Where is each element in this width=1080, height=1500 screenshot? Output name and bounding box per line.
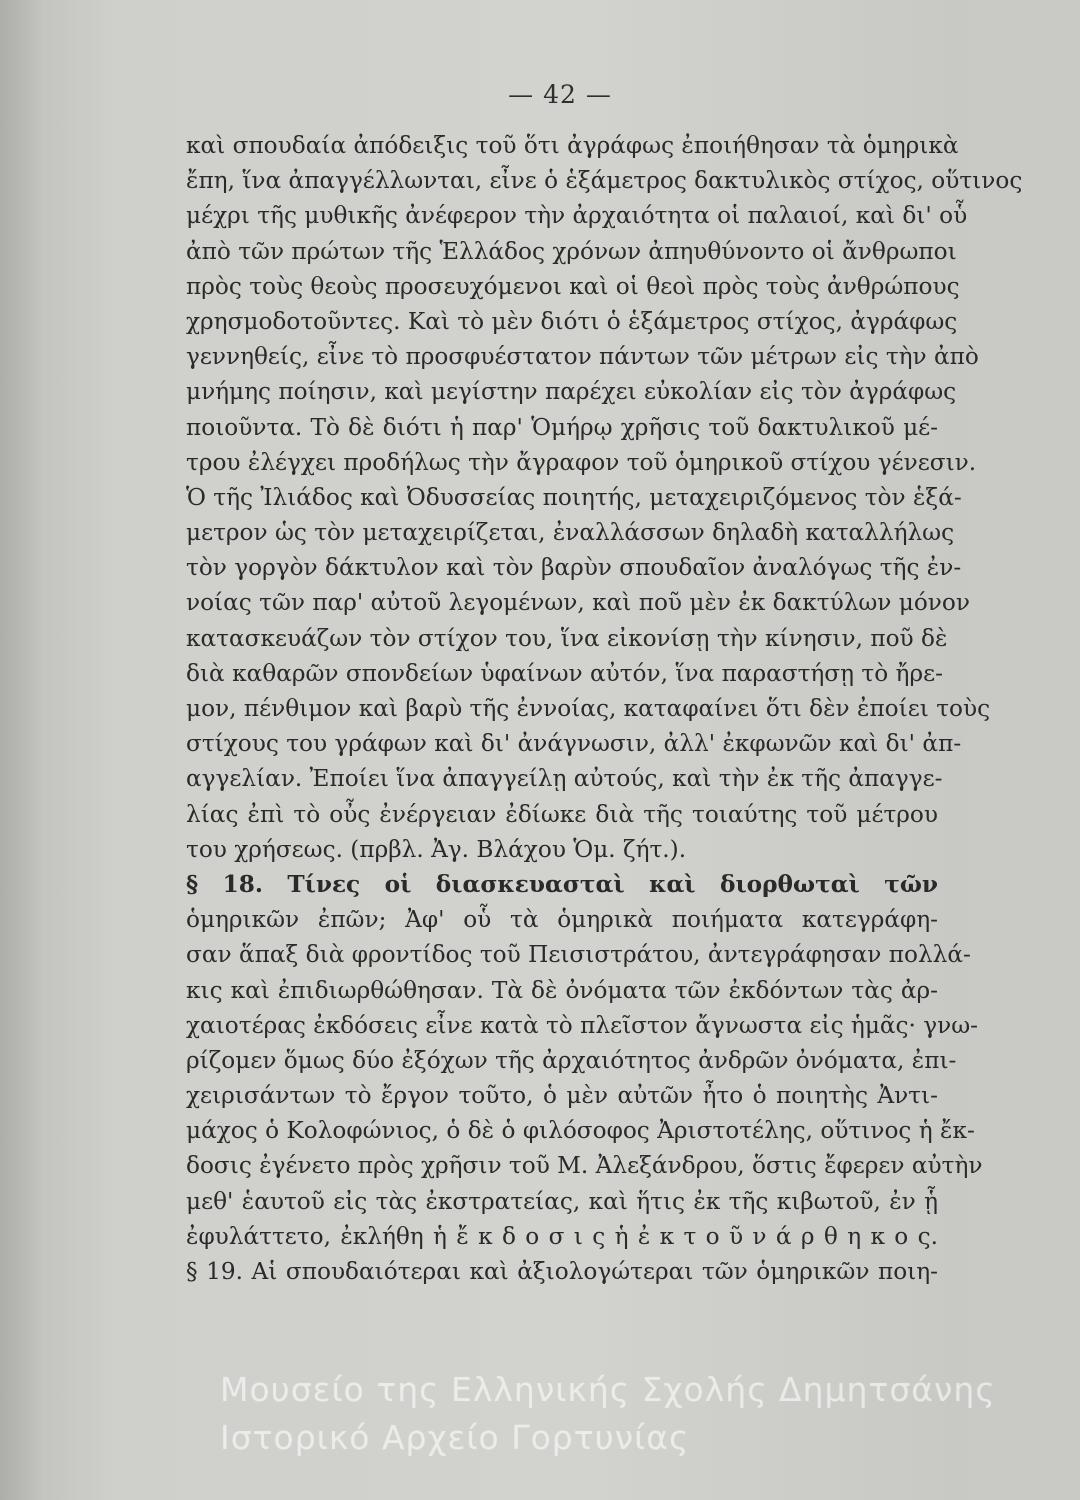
text-line: μνήμης ποίησιν, καὶ μεγίστην παρέχει εὐκολίαν εἰς τὸν ἀγράφως — [186, 378, 957, 406]
text-line: ρίζομεν ὅμως δύο ἐξόχων τῆς ἀρχαιότητος ἀνδρῶν ὀνόματα, ἐπι- — [186, 1046, 957, 1074]
text-line: πρὸς τοὺς θεοὺς προσευχόμενοι καὶ οἱ θεοὶ πρὸς τοὺς ἀνθρώπους — [186, 272, 960, 300]
text-line: διὰ καθαρῶν σπονδείων ὑφαίνων αὐτόν, ἵνα παραστήσῃ τὸ ἤρε- — [186, 659, 943, 687]
text-line: του χρήσεως. (πρβλ. Ἀγ. Βλάχου Ὁμ. ζήτ.). — [186, 835, 687, 863]
text-line: μον, πένθιμον καὶ βαρὺ τῆς ἐννοίας, καταφαίνει ὅτι δὲν ἐποίει τοὺς — [186, 695, 991, 722]
watermark-line-2: Ιστορικό Αρχείο Γορτυνίας — [220, 1418, 690, 1457]
text-line: νοίας τῶν παρ' αὐτοῦ λεγομένων, καὶ ποῦ μὲν ἐκ δακτύλων μόνον — [186, 589, 970, 617]
text-line: μεθ' ἑαυτοῦ εἰς τὰς ἐκστρατείας, καὶ ἥτις ἐκ τῆς κιβωτοῦ, ἐν ᾗ — [186, 1187, 938, 1215]
text-line: Ὁ τῆς Ἰλιάδος καὶ Ὀδυσσείας ποιητής, μεταχειριζόμενος τὸν ἑξά- — [186, 483, 962, 511]
text-line: γεννηθείς, εἶνε τὸ προσφυέστατον πάντων τῶν μέτρων εἰς τὴν ἀπὸ — [186, 343, 979, 371]
text-line: τὸν γοργὸν δάκτυλον καὶ τὸν βαρὺν σπουδαῖον ἀναλόγως τῆς ἐν- — [186, 554, 962, 582]
text-line: ἐφυλάττετο, ἐκλήθη ἡ ἔ κ δ ο σ ι ς ἡ ἐ κ τ ο ῦ ν ά ρ θ η κ ο ς. — [186, 1222, 938, 1250]
text-line: ποιοῦντα. Τὸ δὲ διότι ἡ παρ' Ὁμήρῳ χρῆσις τοῦ δακτυλικοῦ μέ- — [186, 413, 938, 441]
body-text — [186, 128, 1023, 1289]
page-number: — 42 — — [508, 80, 612, 109]
page-edge-shadow — [0, 0, 42, 1500]
text-line: τρου ἐλέγχει προδήλως τὴν ἄγραφον τοῦ ὁμηρικοῦ στίχου γένεσιν. — [186, 448, 977, 476]
text-line: χειρισάντων τὸ ἔργον τοῦτο, ὁ μὲν αὐτῶν ἦτο ὁ ποιητὴς Ἀντι- — [186, 1082, 938, 1110]
watermark-line-1: Μουσείο της Ελληνικής Σχολής Δημητσάνης — [220, 1370, 996, 1409]
section-heading: § 18. Τίνες οἱ διασκευασταὶ καὶ διορθωταὶ τῶν — [186, 870, 938, 898]
text-line: κις καὶ ἐπιδιωρθώθησαν. Τὰ δὲ ὀνόματα τῶν ἐκδόντων τὰς ἀρ- — [186, 976, 938, 1004]
text-line: χαιοτέρας ἐκδόσεις εἶνε κατὰ τὸ πλεῖστον ἄγνωστα εἰς ἡμᾶς· γνω- — [186, 1011, 978, 1039]
text-line: καὶ σπουδαία ἀπόδειξις τοῦ ὅτι ἀγράφως ἐποιήθησαν τὰ ὁμηρικὰ — [186, 132, 959, 159]
text-line: χρησμοδοτοῦντες. Καὶ τὸ μὲν διότι ὁ ἑξάμετρος στίχος, ἀγράφως — [186, 307, 958, 335]
text-line: λίας ἐπὶ τὸ οὖς ἐνέργειαν ἐδίωκε διὰ τῆς τοιαύτης τοῦ μέτρου — [186, 800, 938, 828]
text-line: κατασκευάζων τὸν στίχον του, ἵνα εἰκονίσῃ τὴν κίνησιν, ποῦ δὲ — [186, 624, 948, 652]
text-line: ὁμηρικῶν ἐπῶν; Ἀφ' οὗ τὰ ὁμηρικὰ ποιήματα κατεγράφη- — [186, 906, 938, 934]
text-line: δοσις ἐγένετο πρὸς χρῆσιν τοῦ Μ. Ἀλεξάνδρου, ὅστις ἔφερεν αὐτὴν — [186, 1152, 983, 1180]
text-line: μετρον ὡς τὸν μεταχειρίζεται, ἐναλλάσσων δηλαδὴ καταλλήλως — [186, 519, 955, 547]
text-line: ἀπὸ τῶν πρώτων τῆς Ἑλλάδος χρόνων ἀπηυθύνοντο οἱ ἄνθρωποι — [186, 237, 957, 265]
section-heading: § 19. Αἱ σπουδαιότεραι καὶ ἀξιολογώτεραι τῶν ὁμηρικῶν ποιη- — [186, 1258, 938, 1285]
text-line: μάχος ὁ Κολοφώνιος, ὁ δὲ ὁ φιλόσοφος Ἀριστοτέλης, οὕτινος ἡ ἔκ- — [186, 1117, 975, 1145]
text-line: αγγελίαν. Ἐποίει ἵνα ἀπαγγείλῃ αὐτούς, καὶ τὴν ἐκ τῆς ἀπαγγε- — [186, 765, 943, 793]
text-line: ἔπη, ἵνα ἀπαγγέλλωνται, εἶνε ὁ ἑξάμετρος δακτυλικὸς στίχος, οὕτινος — [186, 167, 1023, 195]
text-line: μέχρι τῆς μυθικῆς ἀνέφερον τὴν ἀρχαιότητα οἱ παλαιοί, καὶ δι' οὗ — [186, 202, 968, 230]
text-line: στίχους του γράφων καὶ δι' ἀνάγνωσιν, ἀλλ' ἐκφωνῶν καὶ δι' ἀπ- — [186, 730, 962, 758]
text-line: σαν ἅπαξ διὰ φροντίδος τοῦ Πεισιστράτου, ἀντεγράφησαν πολλά- — [186, 941, 971, 969]
